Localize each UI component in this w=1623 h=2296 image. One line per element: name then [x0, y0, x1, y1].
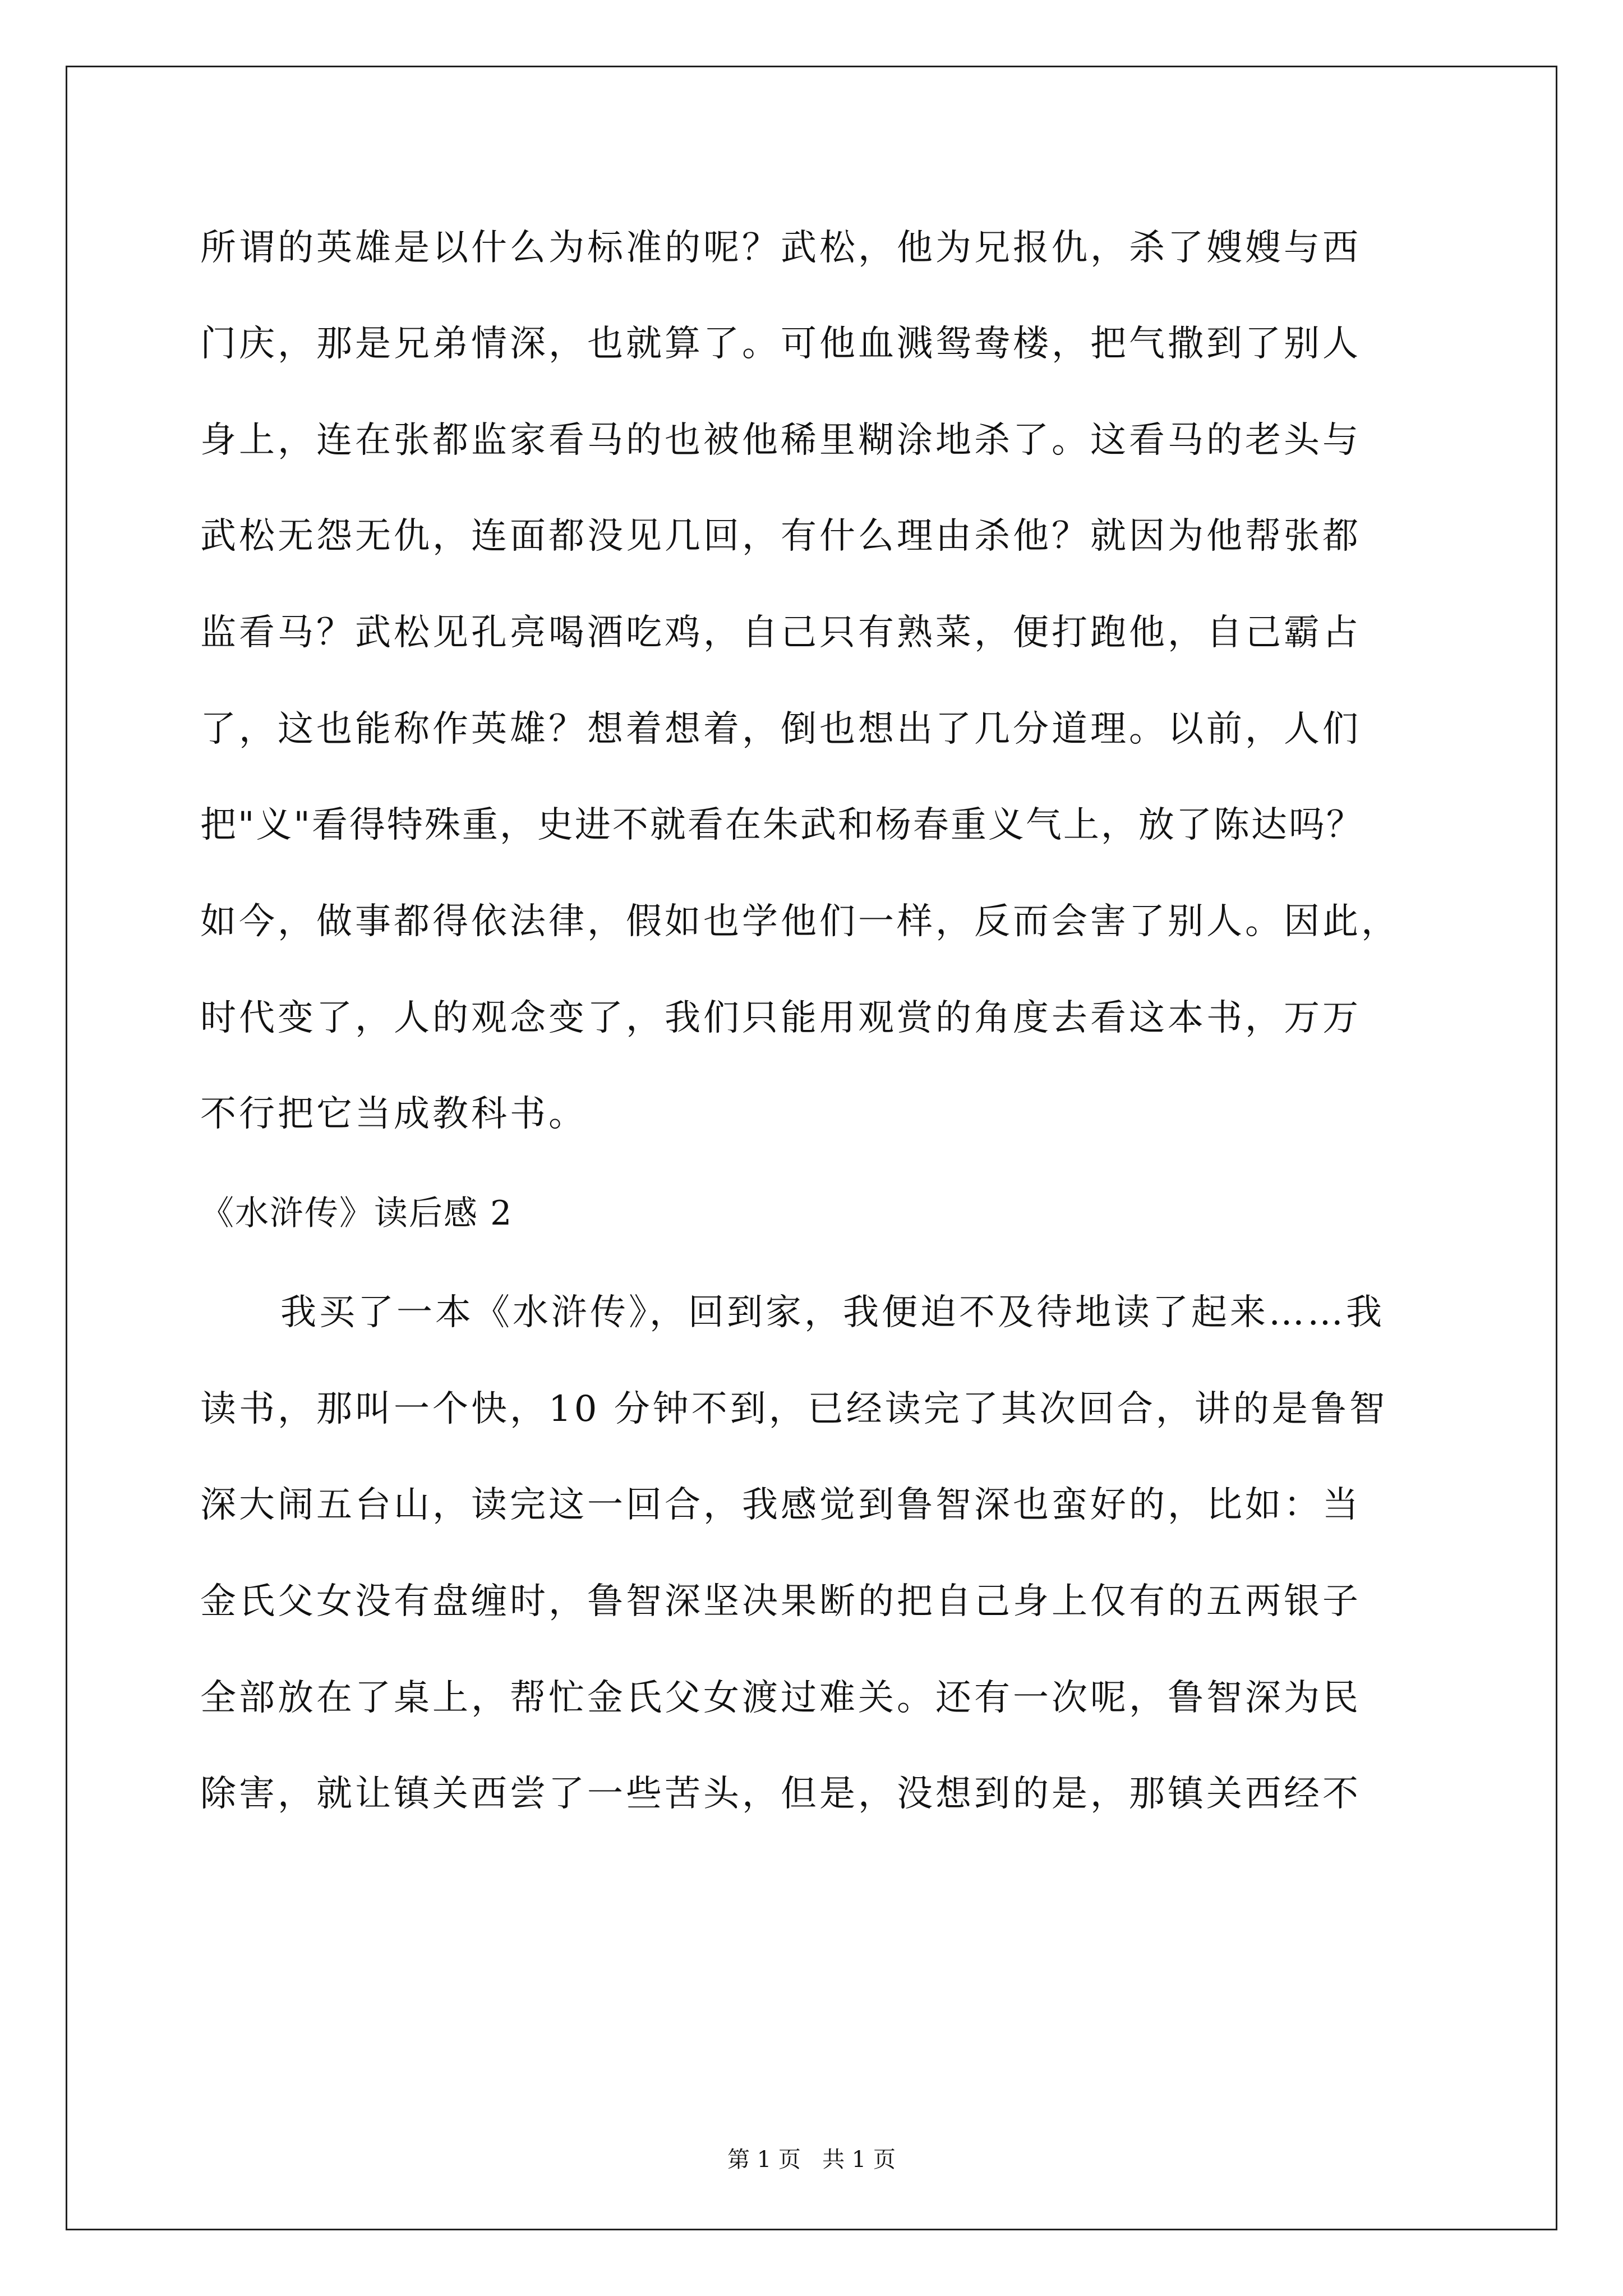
text-line: 不行把它当成教科书。	[200, 1093, 587, 1135]
text-line: 除害，就让镇关西尝了一些苦头，但是，没想到的是，那镇关西经不	[200, 1773, 1361, 1815]
page-footer: 第 1 页 共 1 页	[727, 2147, 896, 2173]
text-line: 全部放在了桌上，帮忙金氏父女渡过难关。还有一次呢，鲁智深为民	[200, 1677, 1361, 1719]
text-line: 如今，做事都得依法律，假如也学他们一样，反而会害了别人。因此，	[200, 901, 1400, 942]
page-border	[66, 66, 1557, 2230]
text-line: 我买了一本《水浒传》，回到家，我便迫不及待地读了起来……我	[280, 1292, 1385, 1333]
text-line: 时代变了，人的观念变了，我们只能用观赏的角度去看这本书，万万	[200, 997, 1361, 1039]
text-line: 武松无怨无仇，连面都没见几回，有什么理由杀他？就因为他帮张都	[200, 516, 1361, 557]
text-line: 所谓的英雄是以什么为标准的呢？武松，他为兄报仇，杀了嫂嫂与西	[200, 227, 1361, 269]
text-line: 把"义"看得特殊重，史进不就看在朱武和杨春重义气上，放了陈达吗？	[200, 804, 1364, 846]
text-line: 了，这也能称作英雄？想着想着，倒也想出了几分道理。以前，人们	[200, 708, 1361, 750]
text-line: 读书，那叫一个快，10 分钟不到，已经读完了其次回合，讲的是鲁智	[200, 1388, 1388, 1430]
text-line: 金氏父女没有盘缠时，鲁智深坚决果断的把自己身上仅有的五两银子	[200, 1581, 1361, 1622]
text-line: 门庆，那是兄弟情深，也就算了。可他血溅鸳鸯楼，把气撒到了别人	[200, 323, 1361, 365]
text-line: 深大闹五台山，读完这一回合，我感觉到鲁智深也蛮好的，比如：当	[200, 1484, 1361, 1526]
section-heading: 《水浒传》读后感 2	[200, 1194, 513, 1233]
text-line: 身上，连在张都监家看马的也被他稀里糊涂地杀了。这看马的老头与	[200, 420, 1361, 461]
text-line: 监看马？武松见孔亮喝酒吃鸡，自己只有熟菜，便打跑他，自己霸占	[200, 612, 1361, 654]
